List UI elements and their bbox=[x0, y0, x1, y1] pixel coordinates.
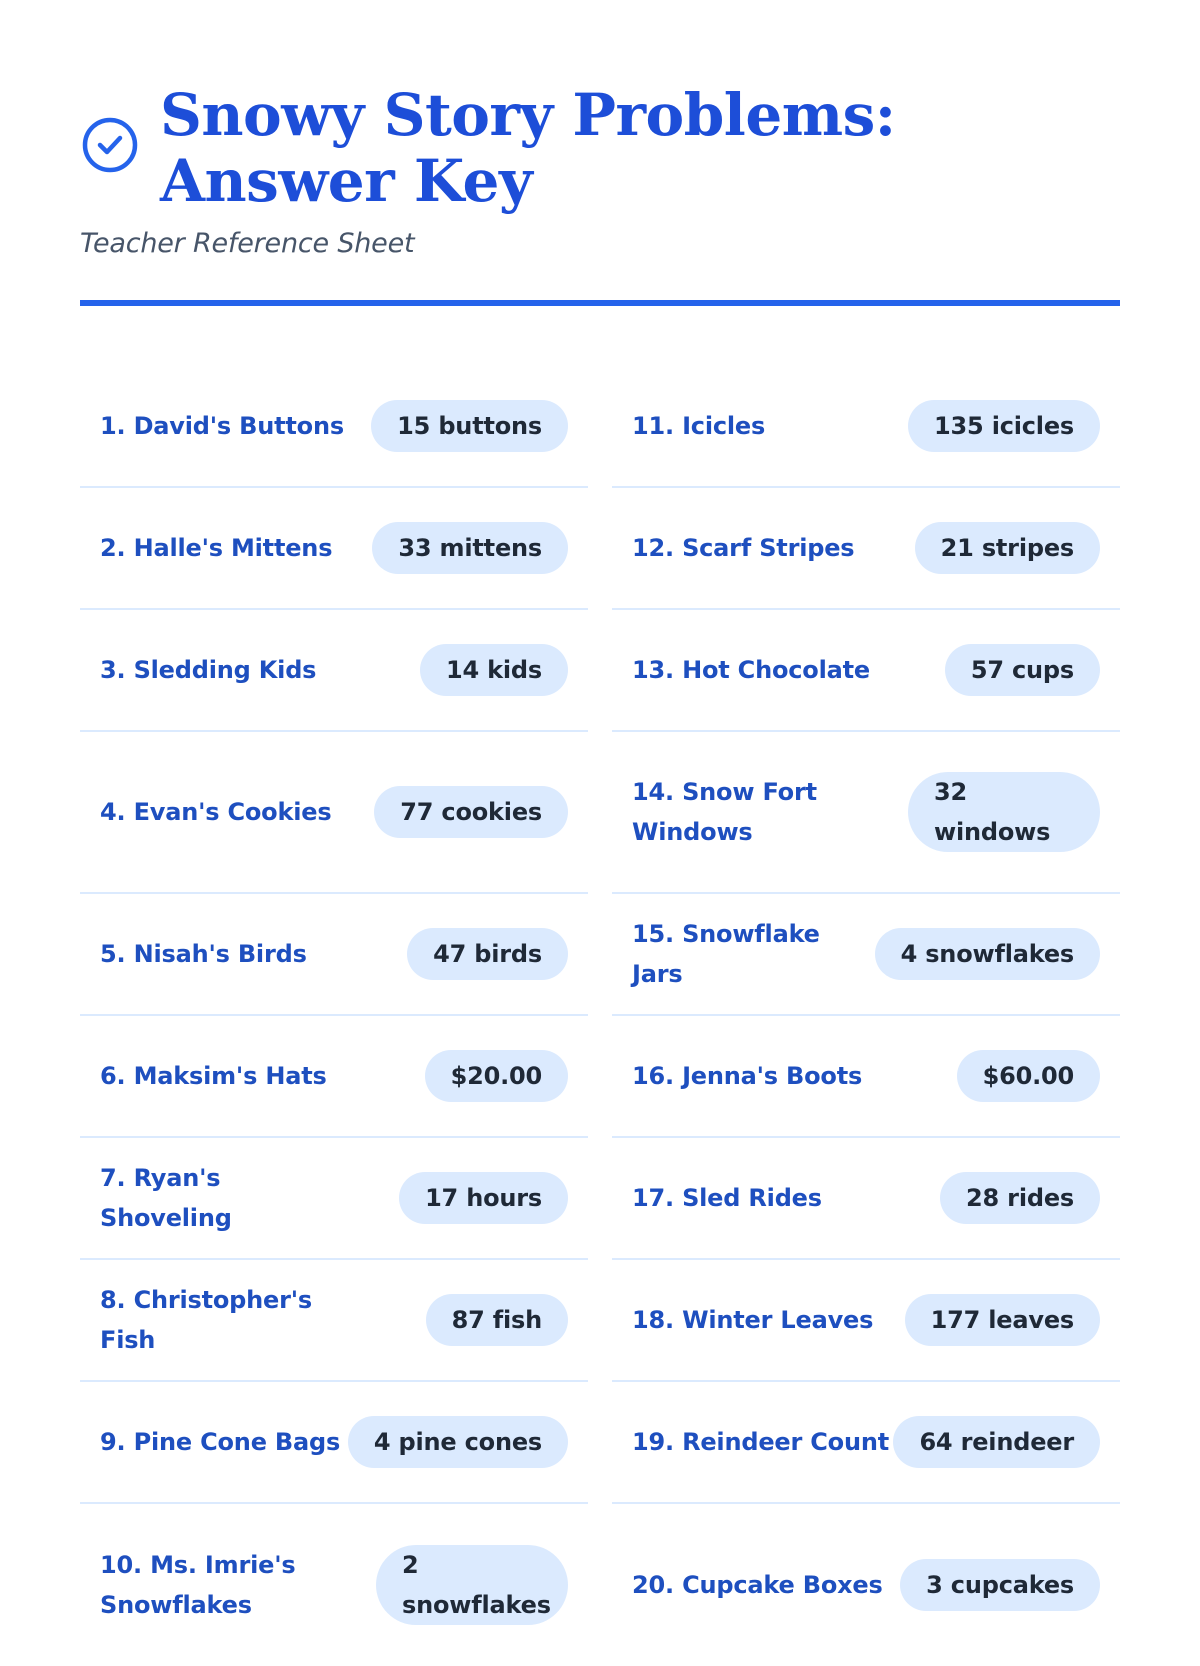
problem-label: 15. Snowflake Jars bbox=[632, 920, 820, 988]
answer-pill: 14 kids bbox=[420, 644, 568, 696]
header-divider bbox=[80, 300, 1120, 306]
title-row bbox=[80, 82, 1120, 214]
problem-label: 19. Reindeer Count bbox=[632, 1428, 890, 1456]
answer-row bbox=[80, 1504, 588, 1666]
problem-label: 20. Cupcake Boxes bbox=[632, 1571, 883, 1599]
answer-row bbox=[80, 1016, 588, 1138]
answers-left-column bbox=[80, 366, 588, 1666]
answer-row bbox=[612, 1382, 1120, 1504]
answer-row bbox=[80, 610, 588, 732]
answer-row bbox=[612, 366, 1120, 488]
answer-row bbox=[612, 732, 1120, 894]
page-subtitle: Teacher Reference Sheet bbox=[80, 228, 415, 259]
answer-row bbox=[612, 1504, 1120, 1666]
problem-label: 4. Evan's Cookies bbox=[100, 798, 332, 826]
answer-pill: 47 birds bbox=[407, 928, 568, 980]
answer-row bbox=[612, 1138, 1120, 1260]
answer-pill: 177 leaves bbox=[905, 1294, 1100, 1346]
answer-row bbox=[80, 1260, 588, 1382]
answer-pill: 21 stripes bbox=[915, 522, 1100, 574]
answer-pill: 135 icicles bbox=[908, 400, 1100, 452]
problem-label: 3. Sledding Kids bbox=[100, 656, 317, 684]
answer-pill: 4 pine cones bbox=[348, 1416, 568, 1468]
answer-pill: 57 cups bbox=[945, 644, 1100, 696]
problem-label: 7. Ryan's Shoveling bbox=[100, 1164, 232, 1232]
problem-label: 16. Jenna's Boots bbox=[632, 1062, 863, 1090]
answer-row bbox=[612, 1260, 1120, 1382]
problem-label: 6. Maksim's Hats bbox=[100, 1062, 327, 1090]
problem-label: 10. Ms. Imrie's Snowflakes bbox=[100, 1551, 296, 1619]
problem-label: 8. Christopher's Fish bbox=[100, 1286, 312, 1354]
problem-label: 14. Snow Fort Windows bbox=[632, 778, 817, 846]
problem-label: 5. Nisah's Birds bbox=[100, 940, 307, 968]
answer-row bbox=[612, 1016, 1120, 1138]
answer-row bbox=[80, 1138, 588, 1260]
answer-pill: 32 windows bbox=[908, 772, 1100, 852]
answer-row bbox=[612, 894, 1120, 1016]
answer-row bbox=[612, 610, 1120, 732]
problem-label: 13. Hot Chocolate bbox=[632, 656, 870, 684]
answer-row bbox=[612, 488, 1120, 610]
answer-pill: 3 cupcakes bbox=[900, 1559, 1100, 1611]
answer-pill: $60.00 bbox=[957, 1050, 1100, 1102]
problem-label: 2. Halle's Mittens bbox=[100, 534, 333, 562]
check-circle-icon bbox=[80, 115, 140, 175]
answer-pill: 15 buttons bbox=[371, 400, 568, 452]
answer-columns bbox=[80, 366, 1120, 1666]
answer-pill: $20.00 bbox=[425, 1050, 568, 1102]
answer-pill: 4 snowflakes bbox=[875, 928, 1100, 980]
answer-pill: 77 cookies bbox=[374, 786, 568, 838]
answer-pill: 2 snowflakes bbox=[376, 1545, 568, 1625]
answer-pill: 28 rides bbox=[940, 1172, 1100, 1224]
answers-right-column bbox=[612, 366, 1120, 1666]
problem-label: 1. David's Buttons bbox=[100, 412, 344, 440]
problem-label: 18. Winter Leaves bbox=[632, 1306, 874, 1334]
page-header bbox=[80, 0, 1120, 259]
answer-pill: 64 reindeer bbox=[893, 1416, 1100, 1468]
answer-row bbox=[80, 1382, 588, 1504]
answer-pill: 87 fish bbox=[426, 1294, 568, 1346]
problem-label: 11. Icicles bbox=[632, 412, 766, 440]
answer-row bbox=[80, 366, 588, 488]
answer-row bbox=[80, 894, 588, 1016]
answer-row bbox=[80, 732, 588, 894]
problem-label: 9. Pine Cone Bags bbox=[100, 1428, 341, 1456]
problem-label: 12. Scarf Stripes bbox=[632, 534, 855, 562]
answer-row bbox=[80, 488, 588, 610]
page-title: Snowy Story Problems: Answer Key bbox=[160, 81, 896, 215]
answer-pill: 17 hours bbox=[399, 1172, 568, 1224]
answer-pill: 33 mittens bbox=[372, 522, 568, 574]
problem-label: 17. Sled Rides bbox=[632, 1184, 822, 1212]
